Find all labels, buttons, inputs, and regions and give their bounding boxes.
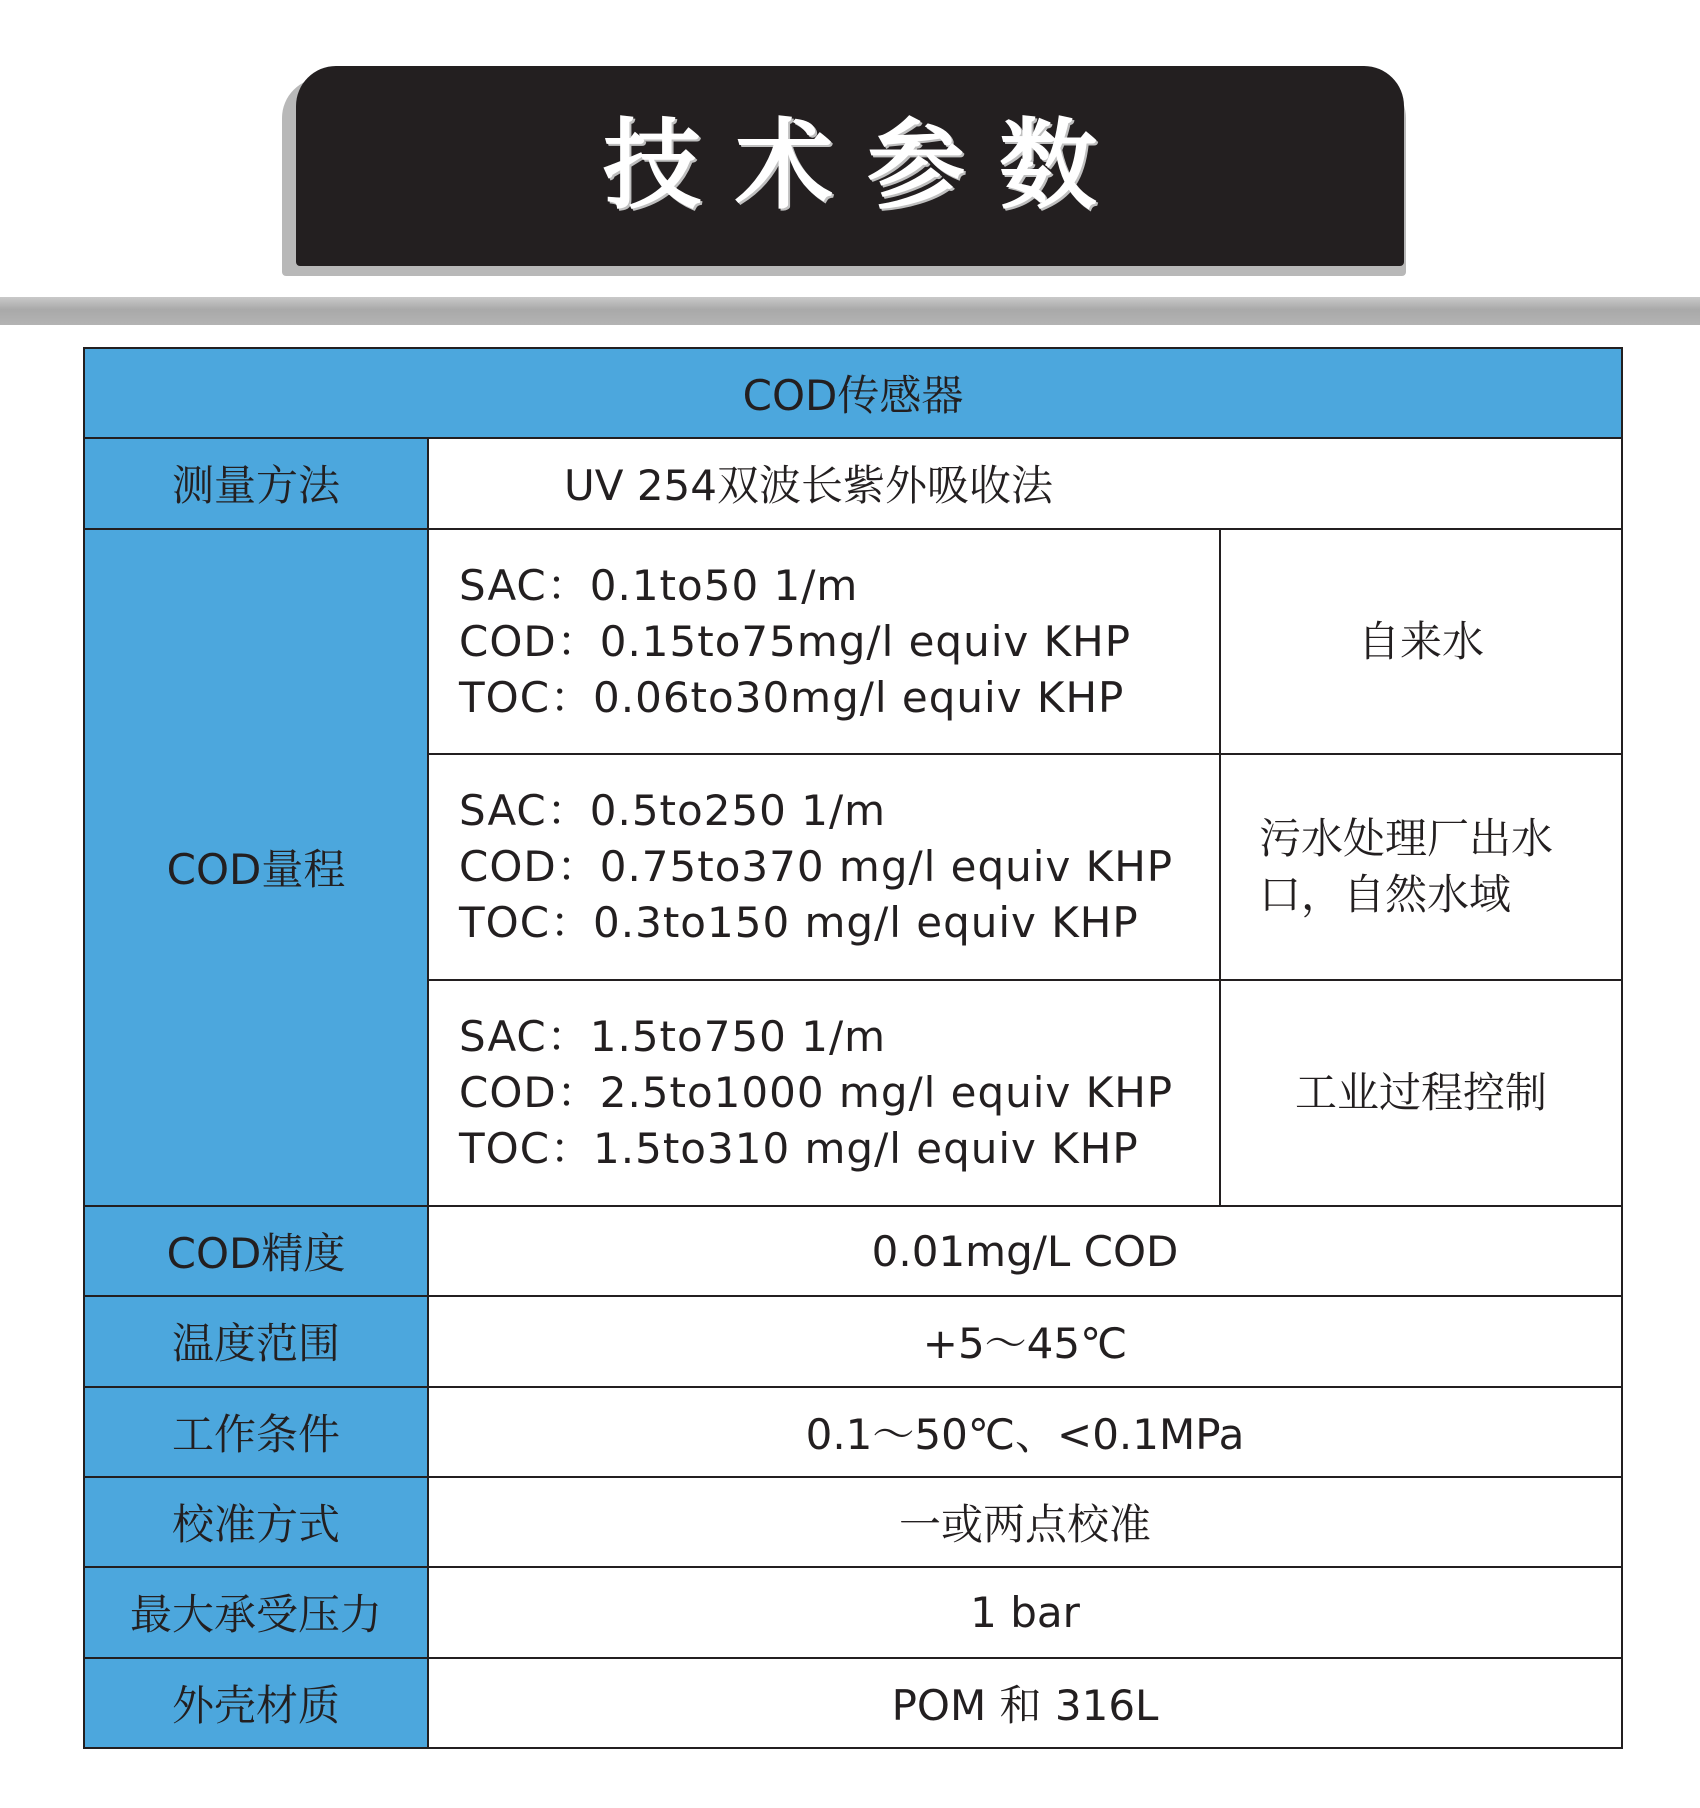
row-label-range: COD量程 — [84, 529, 428, 1206]
table-row-accuracy — [84, 1206, 1622, 1296]
divider-bar — [0, 297, 1700, 325]
table-row-pressure — [84, 1567, 1622, 1657]
range-application-3: 工业过程控制 — [1220, 980, 1622, 1206]
row-value-method: UV 254双波长紫外吸收法 — [428, 438, 1622, 528]
table-row-temperature — [84, 1296, 1622, 1386]
page-title: 技术参数 — [602, 109, 1131, 223]
row-label-conditions: 工作条件 — [84, 1387, 428, 1477]
row-label-temperature: 温度范围 — [84, 1296, 428, 1386]
table-row-conditions — [84, 1387, 1622, 1477]
table-row-calibration — [84, 1477, 1622, 1567]
row-label-housing: 外壳材质 — [84, 1658, 428, 1748]
row-label-calibration: 校准方式 — [84, 1477, 428, 1567]
row-value-accuracy: 0.01mg/L COD — [428, 1206, 1622, 1296]
range-line: COD：0.75to370 mg/l equiv KHP — [459, 842, 1174, 892]
range-line: TOC：1.5to310 mg/l equiv KHP — [459, 1124, 1139, 1174]
range-line: SAC：1.5to750 1/m — [459, 1012, 887, 1062]
row-label-accuracy: COD精度 — [84, 1206, 428, 1296]
range-values-2 — [428, 754, 1220, 980]
table-header-row — [84, 348, 1622, 438]
table-header: COD传感器 — [84, 348, 1622, 438]
table-row-range-1 — [84, 529, 1622, 755]
table-row-housing — [84, 1658, 1622, 1748]
range-line: TOC：0.3to150 mg/l equiv KHP — [459, 898, 1139, 948]
row-value-temperature: +5～45℃ — [428, 1296, 1622, 1386]
row-value-pressure: 1 bar — [428, 1567, 1622, 1657]
range-values-1 — [428, 529, 1220, 755]
range-line: SAC：0.5to250 1/m — [459, 786, 887, 836]
range-line: COD：2.5to1000 mg/l equiv KHP — [459, 1068, 1174, 1118]
range-line: COD：0.15to75mg/l equiv KHP — [459, 616, 1132, 666]
table-row-method — [84, 438, 1622, 528]
row-value-housing: POM 和 316L — [428, 1658, 1622, 1748]
spec-table — [83, 347, 1623, 1749]
row-label-method: 测量方法 — [84, 438, 428, 528]
range-values-3 — [428, 980, 1220, 1206]
row-value-calibration: 一或两点校准 — [428, 1477, 1622, 1567]
range-application-1: 自来水 — [1220, 529, 1622, 755]
range-line: SAC：0.1to50 1/m — [459, 560, 859, 610]
row-value-conditions: 0.1～50℃、<0.1MPa — [428, 1387, 1622, 1477]
range-line: TOC：0.06to30mg/l equiv KHP — [459, 672, 1125, 722]
range-application-2: 污水处理厂出水口，自然水域 — [1220, 754, 1622, 980]
title-banner — [296, 66, 1404, 266]
row-label-pressure: 最大承受压力 — [84, 1567, 428, 1657]
